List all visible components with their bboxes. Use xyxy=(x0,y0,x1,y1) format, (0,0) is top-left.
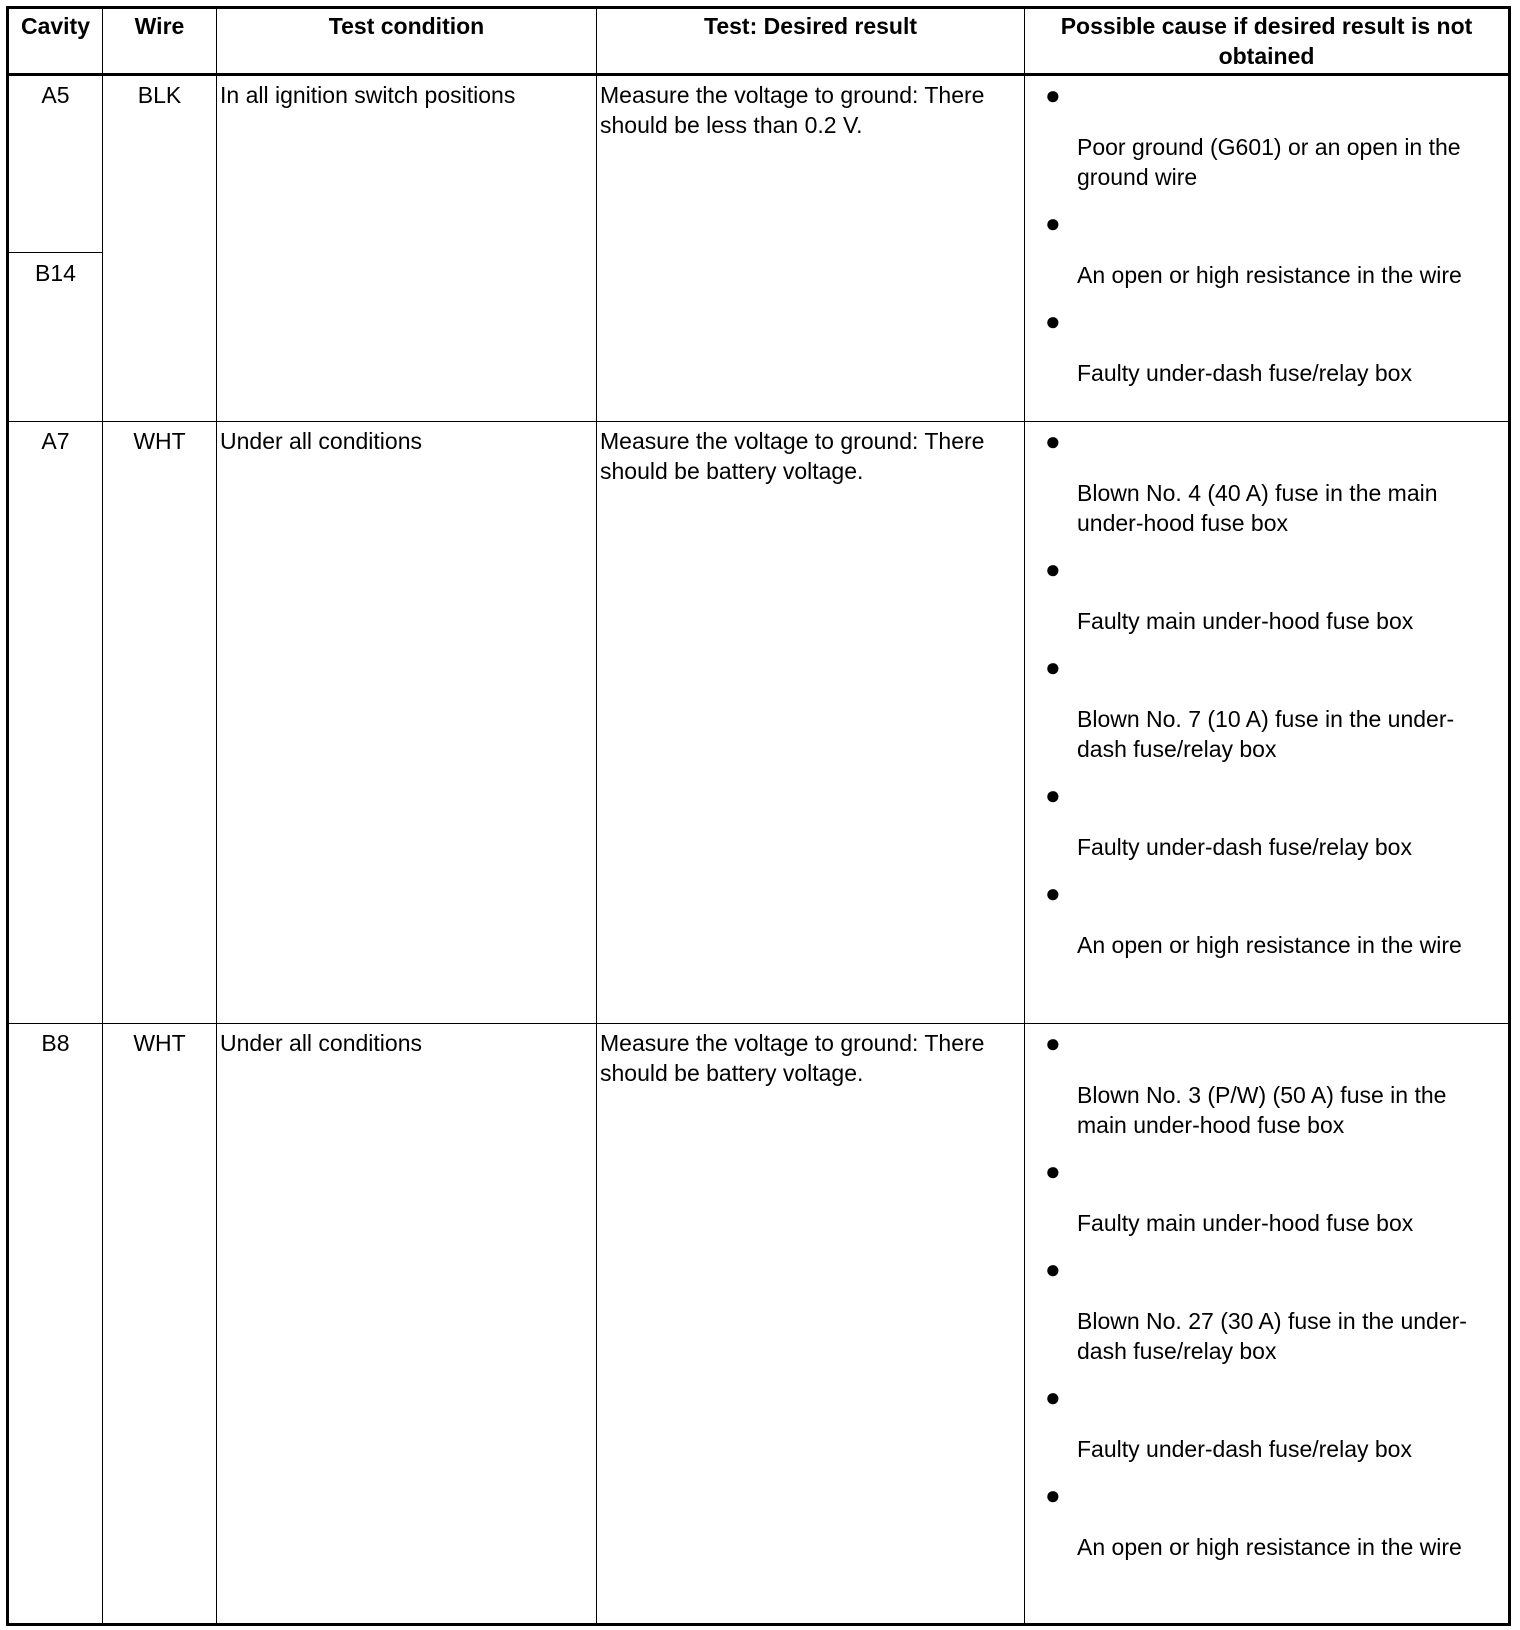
cause-list xyxy=(1045,426,1498,960)
list-item xyxy=(1045,306,1498,388)
cavity-cell xyxy=(8,75,103,422)
bullet-icon: ● xyxy=(1045,780,1061,811)
table-row xyxy=(8,422,1510,1023)
list-item xyxy=(1045,1254,1498,1366)
list-item xyxy=(1045,1480,1498,1562)
bullet-icon: ● xyxy=(1045,80,1061,110)
list-item xyxy=(1045,878,1498,960)
table-row xyxy=(8,1023,1510,1624)
bullet-icon: ● xyxy=(1045,1027,1061,1058)
header-cavity: Cavity xyxy=(8,8,103,75)
cause-text: Blown No. 3 (P/W) (50 A) fuse in the main under-hood fuse box xyxy=(1077,1081,1447,1138)
bullet-icon: ● xyxy=(1045,554,1061,585)
list-item xyxy=(1045,554,1498,636)
bullet-icon: ● xyxy=(1045,1253,1061,1284)
header-wire: Wire xyxy=(103,8,217,75)
condition-cell: In all ignition switch positions xyxy=(217,75,597,422)
wire-cell: BLK xyxy=(103,75,217,422)
cause-text: Faulty main under-hood fuse box xyxy=(1077,1209,1414,1236)
list-item xyxy=(1045,780,1498,862)
causes-cell xyxy=(1025,422,1510,1023)
condition-cell: Under all conditions xyxy=(217,422,597,1023)
header-row xyxy=(8,8,1510,75)
list-item xyxy=(1045,208,1498,290)
table-row xyxy=(8,75,1510,422)
cavity-label: A5 xyxy=(41,82,70,108)
causes-cell xyxy=(1025,1023,1510,1624)
test-table xyxy=(6,6,1511,1626)
wire-cell: WHT xyxy=(103,422,217,1023)
bullet-icon: ● xyxy=(1045,652,1061,683)
cause-text: An open or high resistance in the wire xyxy=(1077,932,1462,959)
cause-list xyxy=(1045,1028,1498,1562)
wire-cell: WHT xyxy=(103,1023,217,1624)
cavity-cell: B8 xyxy=(8,1023,103,1624)
cause-text: An open or high resistance in the wire xyxy=(1077,1533,1462,1560)
result-cell: Measure the voltage to ground: There should be less than 0.2 V. xyxy=(597,75,1025,422)
cause-text: Faulty under-dash fuse/relay box xyxy=(1077,834,1412,861)
bullet-icon: ● xyxy=(1045,1155,1061,1186)
header-possible-cause: Possible cause if desired result is not obtained xyxy=(1025,8,1510,75)
list-item xyxy=(1045,80,1498,192)
cavity-label: B14 xyxy=(35,260,76,286)
header-test-condition: Test condition xyxy=(217,8,597,75)
cause-text: Blown No. 4 (40 A) fuse in the main under-hood fuse box xyxy=(1077,480,1438,537)
cause-text: Poor ground (G601) or an open in the ground wire xyxy=(1077,134,1461,190)
list-item xyxy=(1045,1382,1498,1464)
causes-cell xyxy=(1025,75,1510,422)
cause-text: Faulty main under-hood fuse box xyxy=(1077,608,1414,635)
list-item xyxy=(1045,426,1498,538)
cavity-cell: A7 xyxy=(8,422,103,1023)
cause-text: Faulty under-dash fuse/relay box xyxy=(1077,360,1412,386)
list-item xyxy=(1045,652,1498,764)
list-item xyxy=(1045,1156,1498,1238)
bullet-icon: ● xyxy=(1045,306,1061,336)
list-item xyxy=(1045,1028,1498,1140)
bullet-icon: ● xyxy=(1045,426,1061,457)
cause-text: Faulty under-dash fuse/relay box xyxy=(1077,1435,1412,1462)
result-cell: Measure the voltage to ground: There should be battery voltage. xyxy=(597,422,1025,1023)
bullet-icon: ● xyxy=(1045,1479,1061,1510)
bullet-icon: ● xyxy=(1045,208,1061,238)
bullet-icon: ● xyxy=(1045,878,1061,909)
header-desired-result: Test: Desired result xyxy=(597,8,1025,75)
cause-list xyxy=(1045,80,1498,388)
result-cell: Measure the voltage to ground: There should be battery voltage. xyxy=(597,1023,1025,1624)
bullet-icon: ● xyxy=(1045,1381,1061,1412)
cause-text: Blown No. 27 (30 A) fuse in the under-dash fuse/relay box xyxy=(1077,1307,1467,1364)
condition-cell: Under all conditions xyxy=(217,1023,597,1624)
cause-text: An open or high resistance in the wire xyxy=(1077,262,1462,288)
cause-text: Blown No. 7 (10 A) fuse in the under-dash fuse/relay box xyxy=(1077,706,1455,763)
